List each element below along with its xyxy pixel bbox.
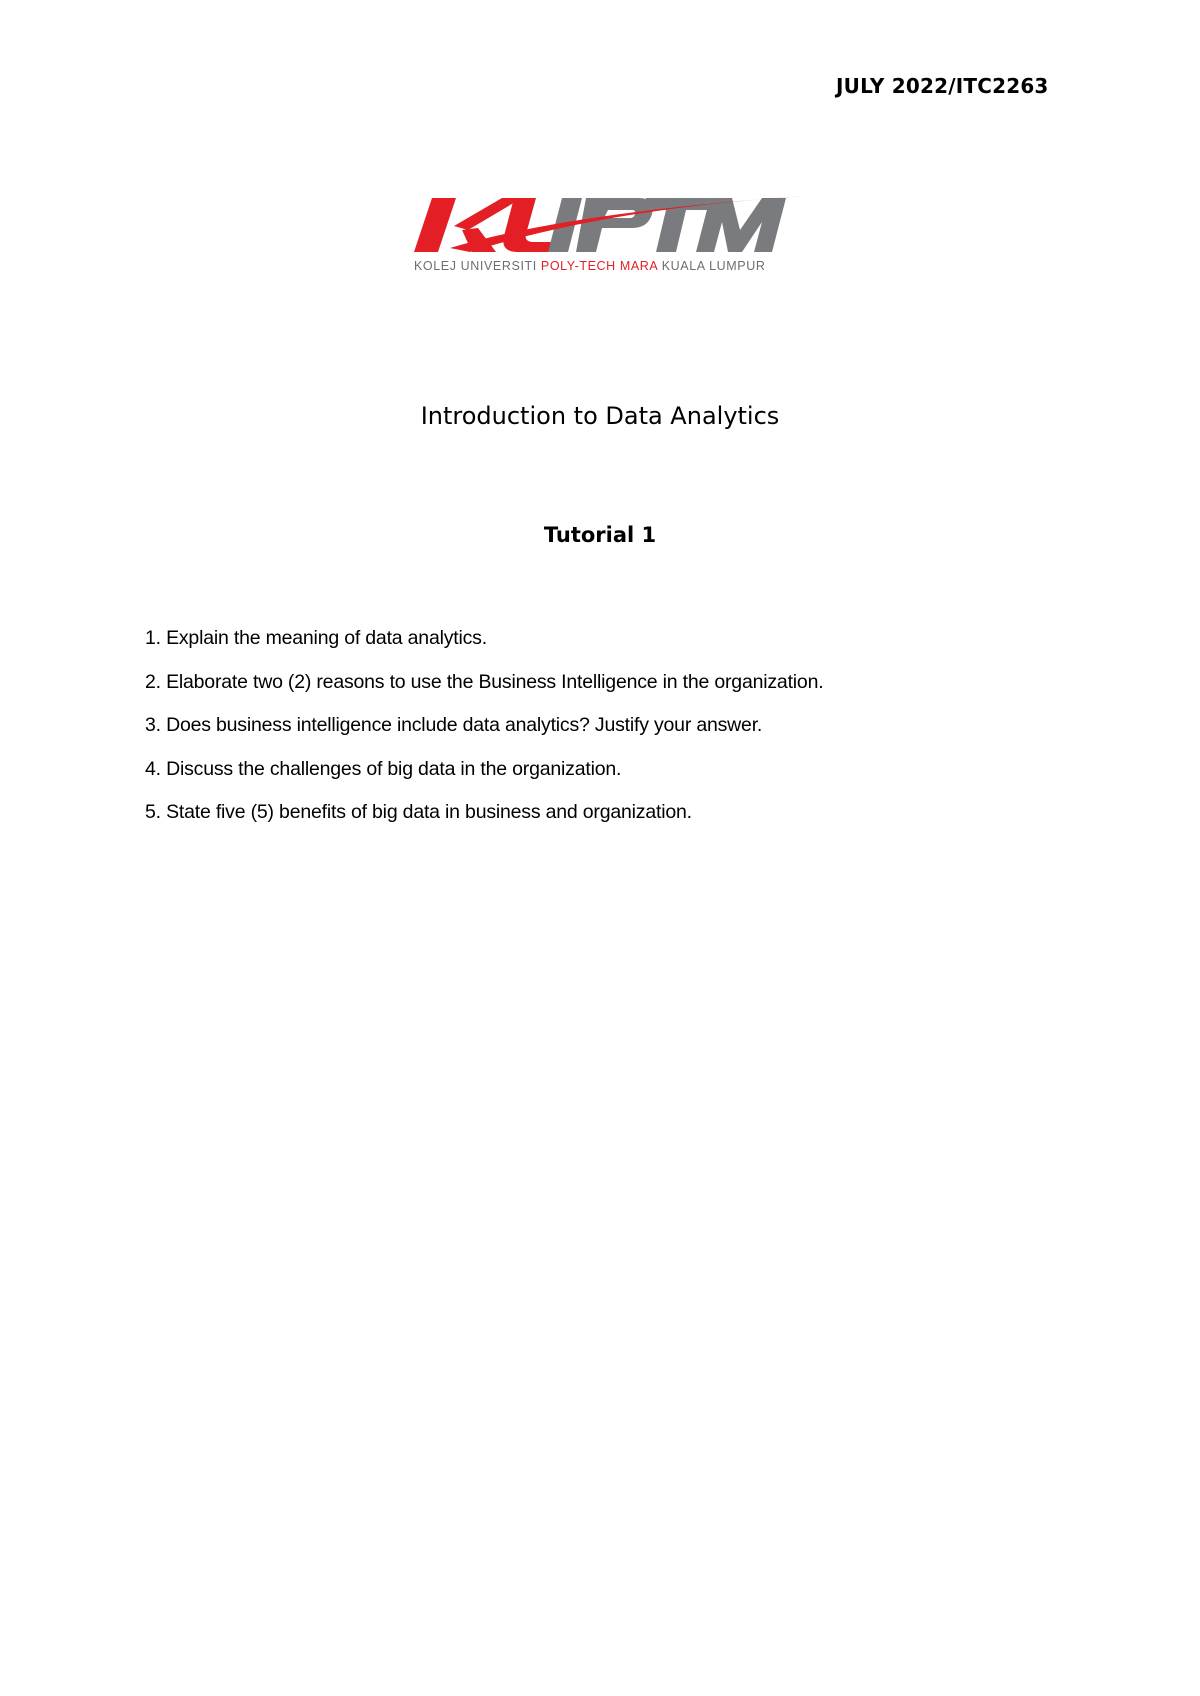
course-code-header: JULY 2022/ITC2263 bbox=[836, 74, 1049, 98]
question-item: 1. Explain the meaning of data analytics. bbox=[145, 627, 487, 649]
document-title: Introduction to Data Analytics bbox=[420, 402, 780, 430]
kuptm-logo bbox=[410, 190, 810, 290]
question-item: 3. Does business intelligence include data analytics? Justify your answer. bbox=[145, 714, 763, 736]
logo-tagline-part: POLY-TECH MARA bbox=[540, 259, 658, 273]
question-item: 2. Elaborate two (2) reasons to use the Business Intelligence in the organization. bbox=[145, 670, 824, 693]
logo-tagline-part: KUALA LUMPUR bbox=[657, 259, 766, 273]
logo-tagline-part: KOLEJ UNIVERSITI bbox=[414, 259, 541, 273]
question-list bbox=[145, 627, 823, 845]
question-item: 5. State five (5) benefits of big data in business and organization. bbox=[145, 801, 692, 823]
kuptm-logo-icon bbox=[410, 190, 810, 290]
question-item: 4. Discuss the challenges of big data in the organization. bbox=[145, 757, 622, 780]
document-subtitle: Tutorial 1 bbox=[543, 523, 657, 547]
svg-text:KOLEJ UNIVERSITI POLY-TECH MAR bbox=[414, 259, 766, 273]
